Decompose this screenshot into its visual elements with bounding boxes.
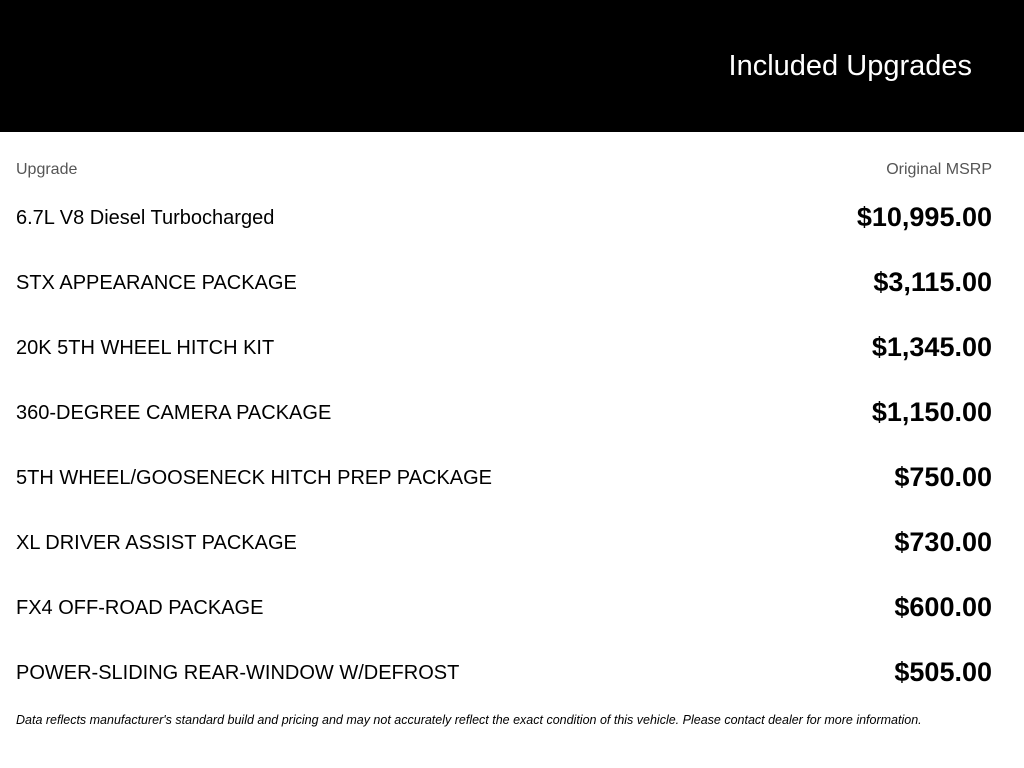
upgrade-name: POWER-SLIDING REAR-WINDOW W/DEFROST [16,662,460,684]
upgrade-row [16,445,992,510]
disclaimer-text: Data reflects manufacturer's standard build and pricing and may not accurately reflect the exact condition of this vehicle. Please contact dealer for more information. [16,713,922,727]
upgrade-row [16,250,992,315]
page-title: Included Upgrades [728,50,972,82]
column-header-msrp: Original MSRP [886,161,992,178]
upgrade-price: $10,995.00 [856,202,992,232]
upgrade-name: STX APPEARANCE PACKAGE [16,272,297,294]
upgrade-row [16,510,992,575]
upgrade-name: 360-DEGREE CAMERA PACKAGE [16,402,332,424]
upgrade-price: $730.00 [894,527,992,557]
upgrade-price: $1,345.00 [871,332,992,362]
upgrade-price: $3,115.00 [873,267,992,297]
upgrade-row [16,185,992,250]
upgrade-name: 5TH WHEEL/GOOSENECK HITCH PREP PACKAGE [16,467,493,489]
upgrade-row [16,575,992,640]
upgrade-price: $600.00 [894,592,992,622]
upgrade-name: XL DRIVER ASSIST PACKAGE [16,532,297,554]
upgrade-name: 20K 5TH WHEEL HITCH KIT [16,337,275,359]
header-banner [0,0,1024,132]
column-headers [16,160,992,180]
upgrade-name: FX4 OFF-ROAD PACKAGE [16,597,264,619]
upgrade-name: 6.7L V8 Diesel Turbocharged [16,207,275,229]
upgrade-price: $1,150.00 [871,397,992,427]
upgrade-list [16,185,992,705]
upgrade-row [16,640,992,705]
upgrade-price: $750.00 [894,462,992,492]
column-header-upgrade: Upgrade [16,161,78,178]
upgrade-row [16,380,992,445]
upgrade-row [16,315,992,380]
upgrade-price: $505.00 [894,657,992,687]
